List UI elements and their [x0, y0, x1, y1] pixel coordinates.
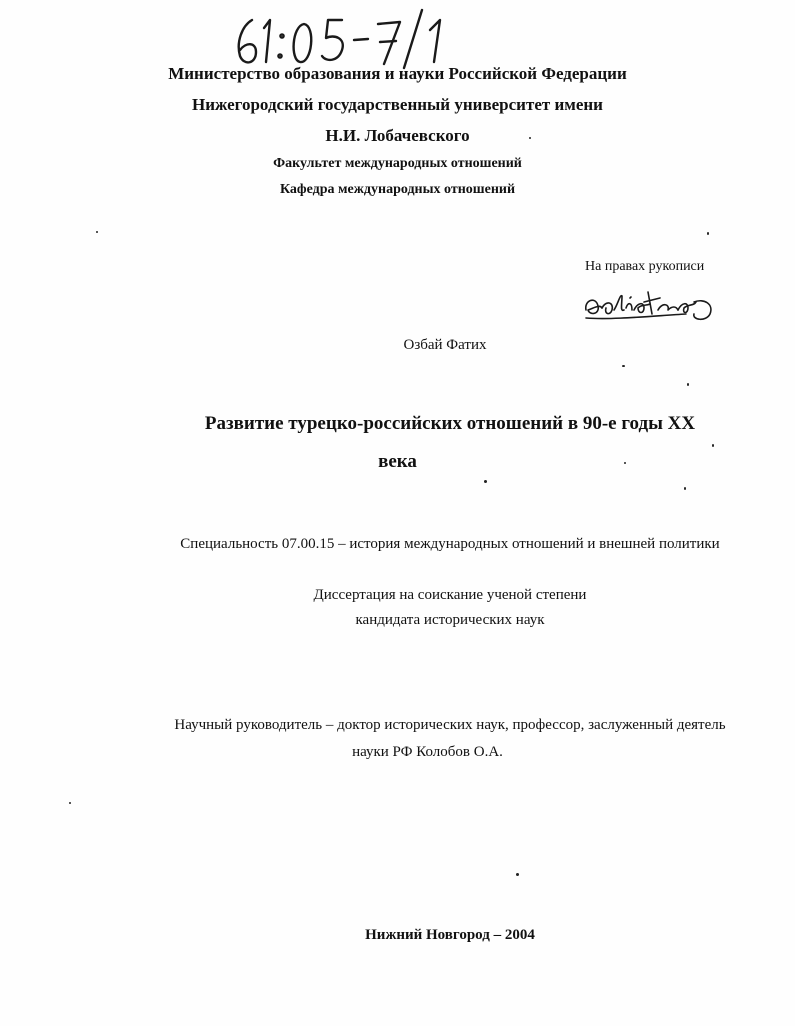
manuscript-rights-note: На правах рукописи — [585, 259, 705, 274]
scan-speck — [622, 365, 625, 367]
dissertation-title-line1: Развитие турецко-российских отношений в 90-е годы XX — [204, 413, 696, 434]
dissertation-title-line2: века — [378, 451, 417, 472]
university-name-line: Н.И. Лобачевского — [325, 126, 470, 145]
scan-speck — [687, 383, 689, 386]
scan-speck — [529, 137, 531, 139]
city-year: Нижний Новгород – 2004 — [365, 927, 535, 943]
handwritten-archive-code — [230, 6, 460, 70]
author-signature — [582, 284, 717, 324]
department-heading: Кафедра международных отношений — [279, 182, 516, 197]
supervisor-line1: Научный руководитель – доктор исторических наук, профессор, заслуженный деятель — [174, 717, 726, 733]
scan-speck — [712, 444, 714, 447]
scan-speck — [707, 232, 709, 235]
ministry-heading: Министерство образования и науки Российской Федерации — [168, 64, 627, 83]
specialty-line: Специальность 07.00.15 – история международных отношений и внешней политики — [180, 536, 720, 552]
author-name: Озбай Фатих — [403, 337, 487, 353]
supervisor-line2: науки РФ Колобов О.А. — [352, 744, 503, 760]
degree-line1: Диссертация на соискание ученой степени — [313, 587, 587, 603]
faculty-heading: Факультет международных отношений — [273, 156, 522, 171]
scan-speck — [96, 231, 98, 233]
scan-speck — [624, 462, 626, 464]
scan-speck — [69, 802, 71, 804]
university-heading: Нижегородский государственный университет имени — [192, 95, 603, 114]
scan-speck — [684, 487, 686, 490]
scan-speck — [484, 480, 487, 483]
degree-line2: кандидата исторических наук — [355, 612, 545, 628]
scan-speck — [516, 873, 519, 876]
